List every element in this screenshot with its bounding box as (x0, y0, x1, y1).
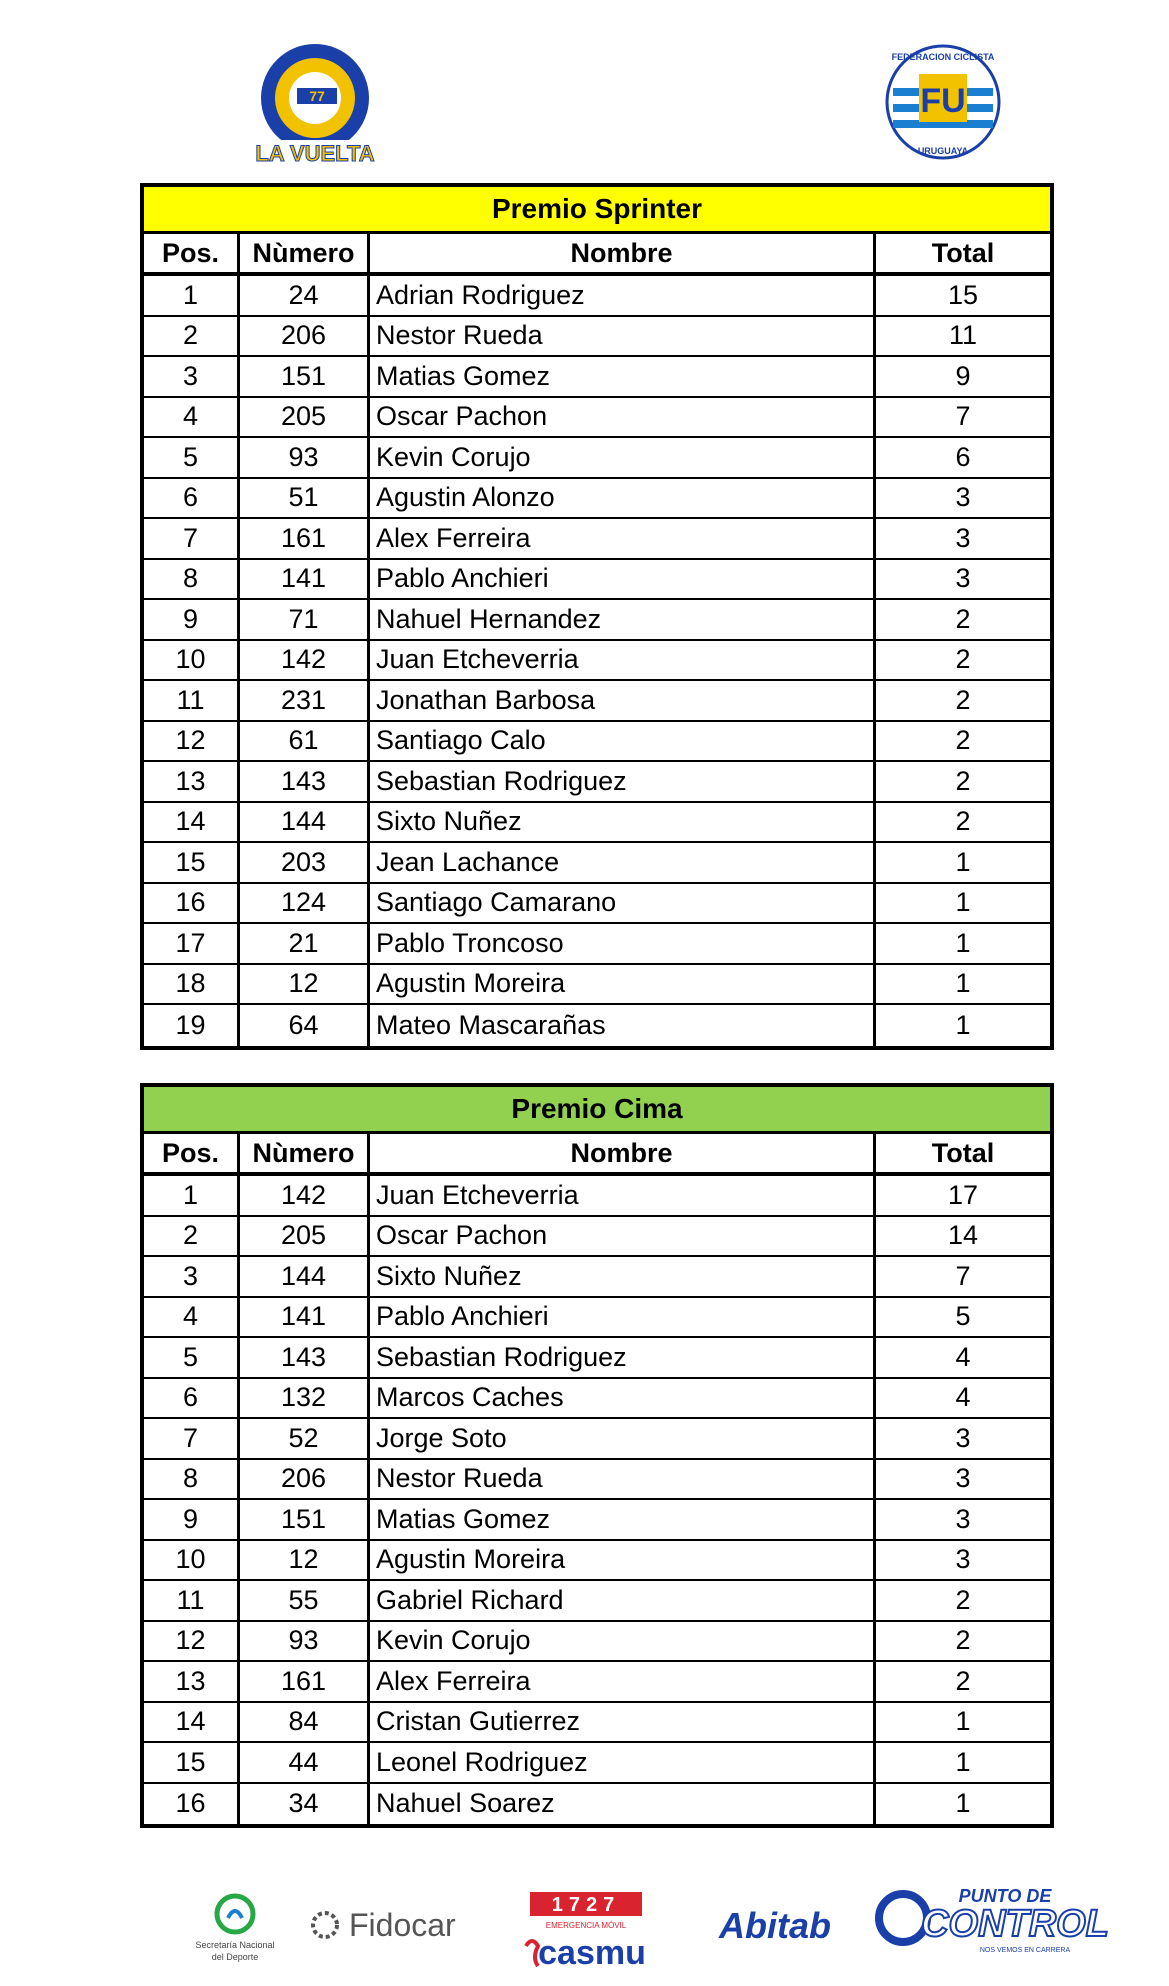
table-row (144, 803, 1050, 844)
cell-nombre: Sebastian Rodriguez (370, 1338, 876, 1377)
col-numero-header: Nùmero (240, 234, 370, 272)
cell-pos: 11 (144, 1581, 240, 1620)
cell-total: 1 (955, 1788, 971, 1819)
cell-numero: 51 (240, 479, 370, 518)
cell-total: 2 (955, 644, 971, 675)
cell-total: 17 (947, 1179, 979, 1210)
cell-total: 3 (955, 1503, 971, 1534)
col-nombre-header: Nombre (370, 1134, 876, 1172)
cell-pos: 15 (144, 1743, 240, 1782)
cell-numero: 84 (240, 1703, 370, 1742)
cell-total: 1 (955, 1746, 971, 1777)
svg-text:URUGUAYA: URUGUAYA (917, 146, 969, 156)
cell-pos: 2 (144, 1217, 240, 1256)
table-row (144, 762, 1050, 803)
cell-total: 4 (955, 1341, 971, 1372)
table-row (144, 722, 1050, 763)
cell-nombre: Oscar Pachon (370, 398, 876, 437)
cell-total: 2 (955, 684, 971, 715)
svg-text:Secretaría Nacional: Secretaría Nacional (195, 1940, 275, 1950)
cell-pos: 14 (144, 803, 240, 842)
cell-numero: 93 (240, 438, 370, 477)
cell-numero: 44 (240, 1743, 370, 1782)
cell-numero: 61 (240, 722, 370, 761)
cell-pos: 15 (144, 843, 240, 882)
svg-text:NOS VEMOS EN CARRERA: NOS VEMOS EN CARRERA (979, 1947, 1071, 1954)
cell-total: 3 (955, 563, 971, 594)
cell-total: 2 (955, 725, 971, 756)
col-total-header: Total (931, 237, 995, 268)
cell-nombre: Nestor Rueda (370, 317, 876, 356)
cell-nombre: Jorge Soto (370, 1419, 876, 1458)
punto-de-control-logo (875, 1880, 1130, 1960)
cell-numero: 205 (240, 398, 370, 437)
cell-pos: 3 (144, 357, 240, 396)
cell-pos: 13 (144, 762, 240, 801)
cell-numero: 55 (240, 1581, 370, 1620)
svg-text:FU: FU (920, 82, 966, 120)
cell-pos: 10 (144, 1541, 240, 1580)
cima-title: Premio Cima (144, 1087, 1050, 1134)
cell-nombre: Pablo Anchieri (370, 1298, 876, 1337)
table-row (144, 1257, 1050, 1298)
cell-numero: 161 (240, 519, 370, 558)
abitab-logo (710, 1900, 840, 1950)
table-row (144, 276, 1050, 317)
cell-nombre: Jean Lachance (370, 843, 876, 882)
col-pos-header: Pos. (144, 1134, 240, 1172)
cell-pos: 5 (144, 1338, 240, 1377)
cell-total: 3 (955, 1422, 971, 1453)
table-row (144, 1217, 1050, 1258)
cell-total: 1 (955, 1706, 971, 1737)
table-row (144, 1622, 1050, 1663)
cell-nombre: Agustin Alonzo (370, 479, 876, 518)
table-row (144, 519, 1050, 560)
table-row (144, 600, 1050, 641)
cell-pos: 13 (144, 1662, 240, 1701)
cell-pos: 4 (144, 1298, 240, 1337)
cell-numero: 21 (240, 924, 370, 963)
cell-pos: 8 (144, 560, 240, 599)
cell-pos: 6 (144, 479, 240, 518)
table-row (144, 438, 1050, 479)
cell-pos: 3 (144, 1257, 240, 1296)
cell-pos: 5 (144, 438, 240, 477)
cell-total: 9 (955, 360, 971, 391)
svg-text:PUNTO DE: PUNTO DE (958, 1886, 1052, 1906)
cell-numero: 12 (240, 965, 370, 1004)
cell-numero: 143 (240, 762, 370, 801)
sprinter-table (140, 183, 1054, 1050)
cell-nombre: Leonel Rodriguez (370, 1743, 876, 1782)
cell-numero: 144 (240, 1257, 370, 1296)
cell-pos: 2 (144, 317, 240, 356)
cell-nombre: Alex Ferreira (370, 1662, 876, 1701)
cell-total: 5 (955, 1301, 971, 1332)
cell-total: 3 (955, 1544, 971, 1575)
cell-total: 3 (955, 482, 971, 513)
cell-total: 2 (955, 1665, 971, 1696)
sprinter-title: Premio Sprinter (144, 187, 1050, 234)
cell-nombre: Adrian Rodriguez (370, 276, 876, 315)
svg-text:EMERGENCIA MÓVIL: EMERGENCIA MÓVIL (545, 1921, 627, 1930)
svg-text:1727: 1727 (551, 1894, 621, 1916)
table-row (144, 479, 1050, 520)
cell-numero: 52 (240, 1419, 370, 1458)
col-total-header: Total (931, 1137, 995, 1168)
cell-pos: 14 (144, 1703, 240, 1742)
cell-total: 2 (955, 1584, 971, 1615)
cell-total: 4 (955, 1382, 971, 1413)
svg-text:FEDERACION CICLISTA: FEDERACION CICLISTA (891, 52, 995, 62)
cima-table (140, 1083, 1054, 1828)
table-row (144, 1500, 1050, 1541)
cell-pos: 18 (144, 965, 240, 1004)
table-row (144, 398, 1050, 439)
cell-numero: 124 (240, 884, 370, 923)
cell-pos: 9 (144, 1500, 240, 1539)
cell-numero: 34 (240, 1784, 370, 1825)
cell-nombre: Nahuel Hernandez (370, 600, 876, 639)
cell-nombre: Mateo Mascarañas (370, 1005, 876, 1046)
cell-numero: 231 (240, 681, 370, 720)
cell-pos: 17 (144, 924, 240, 963)
cell-numero: 206 (240, 317, 370, 356)
cell-total: 11 (948, 320, 978, 351)
cell-nombre: Alex Ferreira (370, 519, 876, 558)
cell-numero: 161 (240, 1662, 370, 1701)
table-row (144, 843, 1050, 884)
sprinter-header-row (144, 234, 1050, 276)
col-pos-header: Pos. (144, 234, 240, 272)
cell-nombre: Matias Gomez (370, 357, 876, 396)
col-numero-header: Nùmero (240, 1134, 370, 1172)
secretaria-deporte-logo (180, 1890, 290, 1970)
table-row (144, 1541, 1050, 1582)
cell-nombre: Agustin Moreira (370, 1541, 876, 1580)
table-row (144, 357, 1050, 398)
cell-total: 2 (955, 806, 971, 837)
cell-total: 1 (955, 846, 971, 877)
cell-numero: 206 (240, 1460, 370, 1499)
cell-pos: 9 (144, 600, 240, 639)
svg-text:LA VUELTA: LA VUELTA (255, 141, 375, 166)
cell-total: 2 (955, 1625, 971, 1656)
cell-nombre: Oscar Pachon (370, 1217, 876, 1256)
table-row (144, 1581, 1050, 1622)
table-row (144, 1460, 1050, 1501)
table-row (144, 1176, 1050, 1217)
cell-nombre: Juan Etcheverria (370, 641, 876, 680)
cell-nombre: Gabriel Richard (370, 1581, 876, 1620)
table-row (144, 560, 1050, 601)
cell-total: 15 (947, 279, 979, 310)
cell-nombre: Santiago Camarano (370, 884, 876, 923)
cell-pos: 12 (144, 1622, 240, 1661)
svg-text:CONTROL: CONTROL (921, 1903, 1109, 1945)
cell-numero: 24 (240, 276, 370, 315)
cell-numero: 203 (240, 843, 370, 882)
svg-text:Fidocar: Fidocar (349, 1907, 456, 1943)
cell-numero: 141 (240, 560, 370, 599)
cell-nombre: Kevin Corujo (370, 1622, 876, 1661)
cell-numero: 143 (240, 1338, 370, 1377)
cell-nombre: Marcos Caches (370, 1379, 876, 1418)
cell-numero: 142 (240, 641, 370, 680)
cell-nombre: Sebastian Rodriguez (370, 762, 876, 801)
fidocar-logo (305, 1900, 485, 1950)
cell-total: 7 (955, 401, 971, 432)
cell-numero: 142 (240, 1176, 370, 1215)
cell-nombre: Juan Etcheverria (370, 1176, 876, 1215)
cell-numero: 93 (240, 1622, 370, 1661)
table-row (144, 1662, 1050, 1703)
cell-pos: 12 (144, 722, 240, 761)
cell-nombre: Kevin Corujo (370, 438, 876, 477)
table-row (144, 1379, 1050, 1420)
cell-pos: 16 (144, 1784, 240, 1825)
table-row (144, 1703, 1050, 1744)
cell-numero: 151 (240, 357, 370, 396)
cell-pos: 16 (144, 884, 240, 923)
table-row (144, 924, 1050, 965)
cell-total: 2 (955, 765, 971, 796)
cell-numero: 71 (240, 600, 370, 639)
casmu-logo (520, 1888, 650, 1973)
table-row (144, 681, 1050, 722)
cell-nombre: Nahuel Soarez (370, 1784, 876, 1825)
cell-total: 1 (955, 927, 971, 958)
cell-pos: 8 (144, 1460, 240, 1499)
cell-nombre: Matias Gomez (370, 1500, 876, 1539)
cell-numero: 132 (240, 1379, 370, 1418)
table-row (144, 641, 1050, 682)
cell-pos: 1 (144, 276, 240, 315)
svg-text:casmu: casmu (538, 1934, 646, 1972)
table-row (144, 1743, 1050, 1784)
cell-numero: 151 (240, 1500, 370, 1539)
cell-pos: 4 (144, 398, 240, 437)
cell-nombre: Agustin Moreira (370, 965, 876, 1004)
cell-total: 1 (955, 968, 971, 999)
table-row (144, 1005, 1050, 1046)
cell-nombre: Santiago Calo (370, 722, 876, 761)
cell-total: 1 (955, 887, 971, 918)
cell-nombre: Pablo Troncoso (370, 924, 876, 963)
svg-text:77: 77 (309, 88, 325, 104)
table-row (144, 965, 1050, 1006)
cima-header-row (144, 1134, 1050, 1176)
svg-text:del Deporte: del Deporte (211, 1952, 259, 1962)
table-row (144, 1338, 1050, 1379)
table-row (144, 1419, 1050, 1460)
cell-total: 2 (955, 603, 971, 634)
cell-pos: 7 (144, 519, 240, 558)
svg-text:Abitab: Abitab (719, 1905, 831, 1946)
federacion-ciclista-logo (873, 40, 1013, 170)
cell-total: 1 (955, 1009, 971, 1040)
col-nombre-header: Nombre (370, 234, 876, 272)
cell-pos: 11 (144, 681, 240, 720)
cell-pos: 6 (144, 1379, 240, 1418)
cell-numero: 12 (240, 1541, 370, 1580)
cell-numero: 64 (240, 1005, 370, 1046)
cell-nombre: Cristan Gutierrez (370, 1703, 876, 1742)
cell-pos: 10 (144, 641, 240, 680)
cell-pos: 19 (144, 1005, 240, 1046)
cell-numero: 144 (240, 803, 370, 842)
la-vuelta-logo (245, 40, 385, 170)
table-row (144, 884, 1050, 925)
cell-pos: 1 (144, 1176, 240, 1215)
cell-nombre: Jonathan Barbosa (370, 681, 876, 720)
cell-nombre: Pablo Anchieri (370, 560, 876, 599)
cell-total: 3 (955, 522, 971, 553)
cell-nombre: Nestor Rueda (370, 1460, 876, 1499)
table-row (144, 1784, 1050, 1825)
cell-total: 7 (955, 1260, 971, 1291)
cell-nombre: Sixto Nuñez (370, 803, 876, 842)
cell-pos: 7 (144, 1419, 240, 1458)
cell-total: 3 (955, 1463, 971, 1494)
cell-total: 14 (947, 1220, 979, 1251)
cell-nombre: Sixto Nuñez (370, 1257, 876, 1296)
table-row (144, 1298, 1050, 1339)
table-row (144, 317, 1050, 358)
cell-total: 6 (955, 441, 971, 472)
cell-numero: 205 (240, 1217, 370, 1256)
cell-numero: 141 (240, 1298, 370, 1337)
